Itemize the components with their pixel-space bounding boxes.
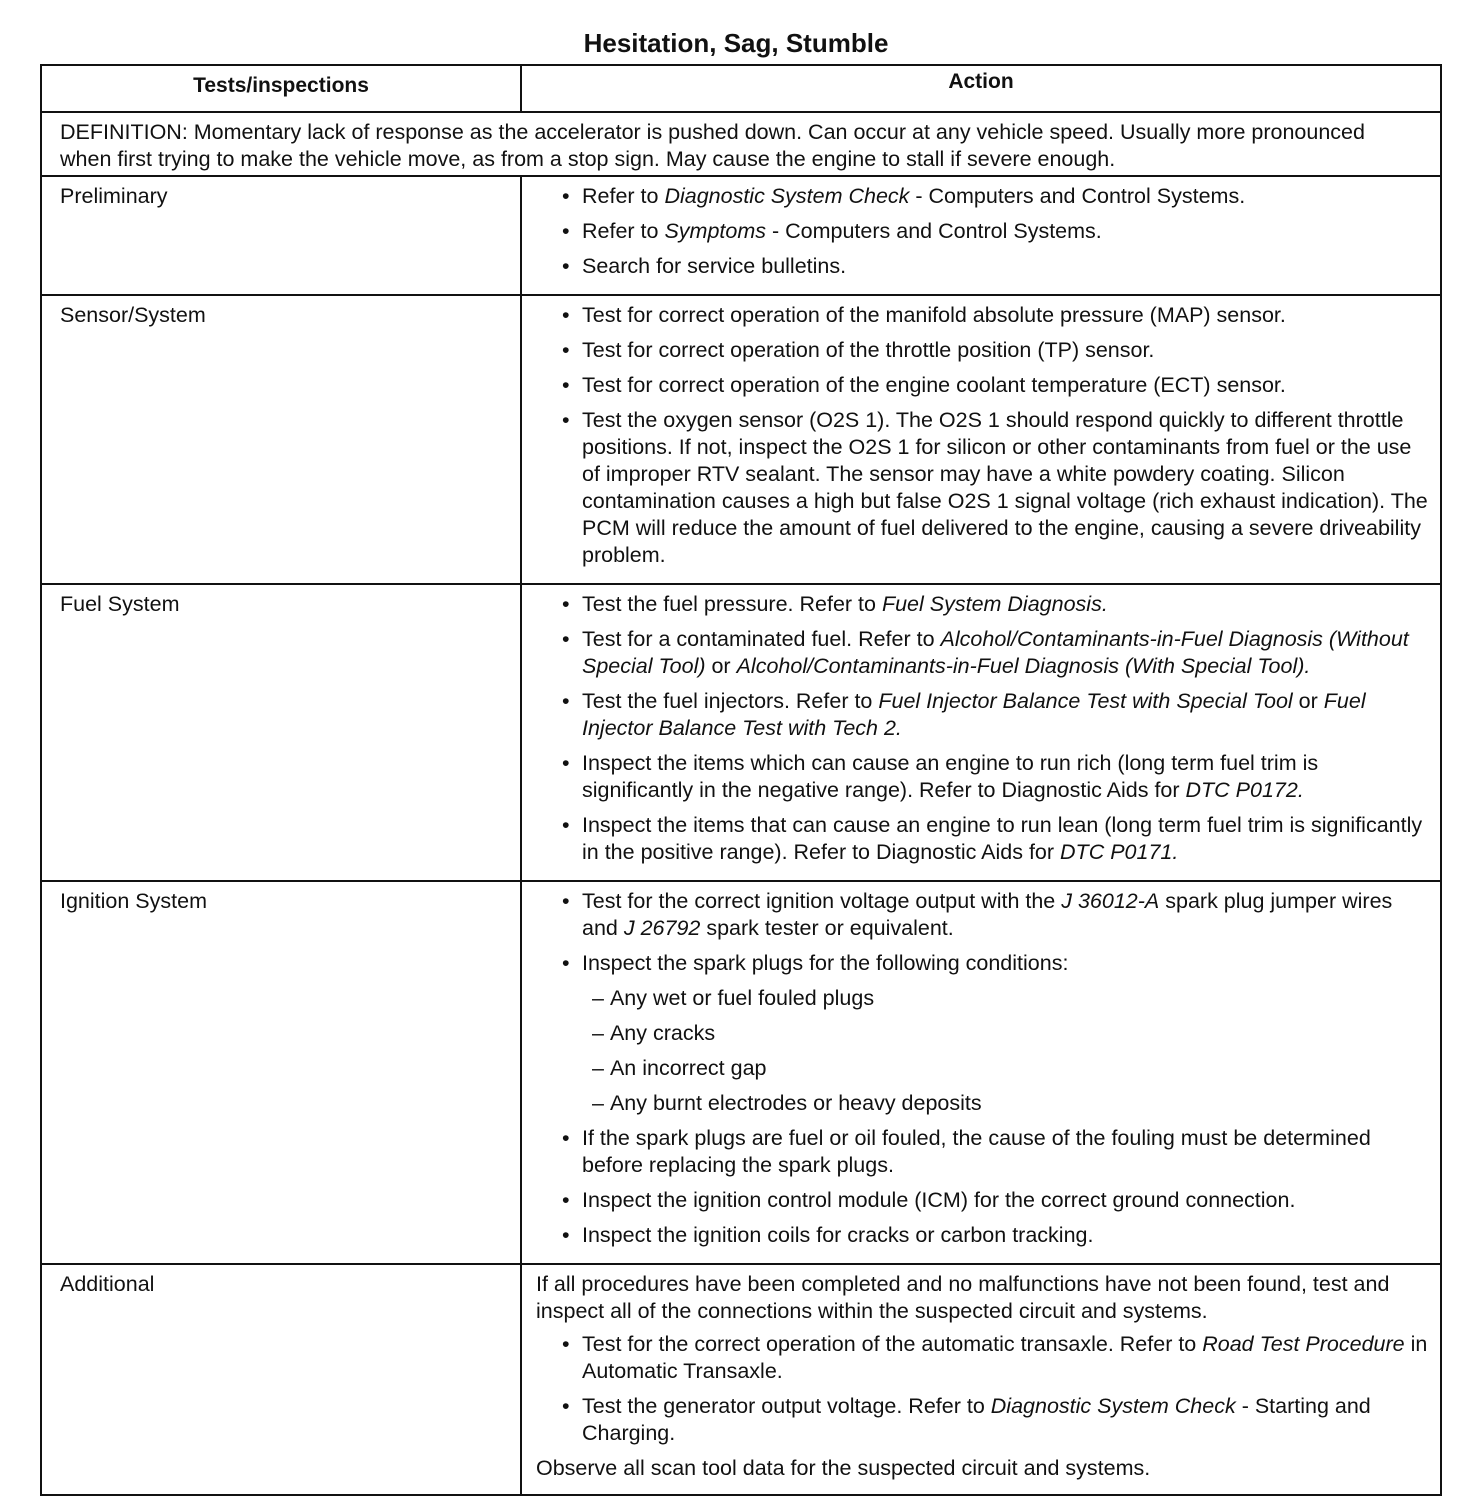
action-text: Test the generator output voltage. Refer to: [582, 1394, 991, 1418]
action-text: Test for the correct operation of the automatic transaxle. Refer to: [582, 1332, 1203, 1356]
reference-text: Road Test Procedure: [1202, 1332, 1405, 1356]
header-action: Action: [521, 65, 1441, 112]
header-tests: Tests/inspections: [41, 65, 521, 112]
action-text: Observe all scan tool data for the suspected circuit and systems.: [536, 1456, 1151, 1480]
action-cell: [521, 881, 1441, 1264]
action-text: Test for correct operation of the engine coolant temperature (ECT) sensor.: [582, 373, 1286, 397]
bullet-item: [536, 1222, 1430, 1249]
test-category: Ignition System: [41, 881, 521, 1264]
reference-text: Symptoms: [664, 219, 767, 243]
action-text: Any cracks: [609, 1021, 716, 1045]
dash-item: [536, 1090, 1430, 1117]
action-text: If all procedures have been completed and no malfunctions have not been found, test and inspect all of the connections within the suspected circuit and systems.: [536, 1272, 1390, 1323]
action-text: Test for correct operation of the manifold absolute pressure (MAP) sensor.: [582, 303, 1286, 327]
reference-text: Fuel System Diagnosis.: [881, 592, 1108, 616]
bullet-item: [536, 1125, 1430, 1179]
page-title: Hesitation, Sag, Stumble: [583, 28, 889, 58]
action-text: spark plug jumper wires and: [582, 889, 1393, 940]
dash-item: [536, 1020, 1430, 1047]
action-text: Test the fuel injectors. Refer to: [582, 689, 879, 713]
test-category: Sensor/System: [41, 295, 521, 584]
definition-text: DEFINITION: Momentary lack of response as the accelerator is pushed down. Can occur at any vehicle speed. Usually more pronounced when first trying to make the vehicle move, as from a stop sign. May cause the engine to stall if severe enough.: [41, 112, 1441, 176]
action-text: Test for the correct ignition voltage output with the: [582, 889, 1062, 913]
action-cell: [521, 1264, 1441, 1495]
table-row: [41, 881, 1441, 1264]
dash-item: [536, 985, 1430, 1012]
bullet-item: [536, 253, 1430, 280]
reference-text: Diagnostic System Check: [664, 184, 910, 208]
bullet-item: [536, 688, 1430, 742]
bullet-item: [536, 218, 1430, 245]
reference-text: Diagnostic System Check: [990, 1394, 1236, 1418]
action-text: - Starting and Charging.: [582, 1394, 1371, 1445]
bullet-item: [536, 626, 1430, 680]
action-text: An incorrect gap: [609, 1056, 767, 1080]
table-row: [41, 295, 1441, 584]
action-text: If the spark plugs are fuel or oil fouled, the cause of the fouling must be determined before replacing the spark plugs.: [582, 1126, 1371, 1177]
action-cell: [521, 295, 1441, 584]
action-cell: [521, 584, 1441, 881]
action-text: or: [1292, 689, 1324, 713]
reference-text: Fuel Injector Balance Test with Tech 2.: [582, 689, 1366, 740]
bullet-item: [536, 888, 1430, 942]
definition-row: [41, 112, 1441, 176]
reference-text: DTC P0172.: [1185, 778, 1304, 802]
bullet-item: [536, 950, 1430, 977]
bullet-item: [536, 302, 1430, 329]
action-text: Any burnt electrodes or heavy deposits: [609, 1091, 982, 1115]
action-text: or: [705, 654, 737, 678]
reference-text: Fuel Injector Balance Test with Special Tool: [878, 689, 1293, 713]
action-text: Test for a contaminated fuel. Refer to: [582, 627, 941, 651]
action-text: spark tester or equivalent.: [700, 916, 954, 940]
test-category: Fuel System: [41, 584, 521, 881]
diagnostic-table: [40, 64, 1442, 1496]
action-text: Search for service bulletins.: [582, 254, 847, 278]
bullet-item: [536, 1331, 1430, 1385]
action-cell: [521, 176, 1441, 295]
bullet-item: [536, 372, 1430, 399]
table-row: [41, 176, 1441, 295]
bullet-item: [536, 337, 1430, 364]
action-text: Refer to: [582, 219, 665, 243]
action-text: - Computers and Control Systems.: [909, 184, 1246, 208]
bullet-item: [536, 407, 1430, 569]
bullet-item: [536, 812, 1430, 866]
reference-text: J 26792: [623, 916, 701, 940]
action-text: Test the fuel pressure. Refer to: [582, 592, 882, 616]
note-text: [536, 1455, 1430, 1482]
action-text: Inspect the items that can cause an engine to run lean (long term fuel trim is significantly in the positive range). Refer to Diagnostic Aids for: [582, 813, 1423, 864]
bullet-item: [536, 183, 1430, 210]
action-text: Inspect the ignition coils for cracks or carbon tracking.: [582, 1223, 1094, 1247]
reference-text: J 36012-A: [1061, 889, 1160, 913]
test-category: Preliminary: [41, 176, 521, 295]
bullet-item: [536, 750, 1430, 804]
dash-item: [536, 1055, 1430, 1082]
action-text: in Automatic Transaxle.: [582, 1332, 1428, 1383]
action-text: Inspect the ignition control module (ICM) for the correct ground connection.: [582, 1188, 1296, 1212]
action-text: - Computers and Control Systems.: [766, 219, 1102, 243]
bullet-item: [536, 1393, 1430, 1447]
reference-text: DTC P0171.: [1060, 840, 1179, 864]
action-text: Any wet or fuel fouled plugs: [609, 986, 875, 1010]
reference-text: Alcohol/Contaminants-in-Fuel Diagnosis (Without Special Tool): [582, 627, 1409, 678]
table-row: [41, 1264, 1441, 1495]
note-text: [536, 1271, 1430, 1325]
bullet-item: [536, 1187, 1430, 1214]
action-text: Inspect the items which can cause an engine to run rich (long term fuel trim is significantly in the negative range). Refer to Diagnostic Aids for: [582, 751, 1319, 802]
action-text: Test for correct operation of the throttle position (TP) sensor.: [582, 338, 1155, 362]
test-category: Additional: [41, 1264, 521, 1495]
header-row: [41, 65, 1441, 112]
action-text: Inspect the spark plugs for the following conditions:: [582, 951, 1069, 975]
action-text: Refer to: [582, 184, 665, 208]
action-text: Test the oxygen sensor (O2S 1). The O2S 1 should respond quickly to different throttle positions. If not, inspect the O2S 1 for silicon or other contaminants from fuel or the use of improper RTV sealant. The sensor may have a white powdery coating. Silicon contamination causes a high but false O2S 1 signal voltage (rich exhaust indication). The PCM will reduce the amount of fuel delivered to the engine, causing a severe driveability problem.: [582, 408, 1428, 567]
reference-text: Alcohol/Contaminants-in-Fuel Diagnosis (With Special Tool).: [736, 654, 1311, 678]
bullet-item: [536, 591, 1430, 618]
table-row: [41, 584, 1441, 881]
